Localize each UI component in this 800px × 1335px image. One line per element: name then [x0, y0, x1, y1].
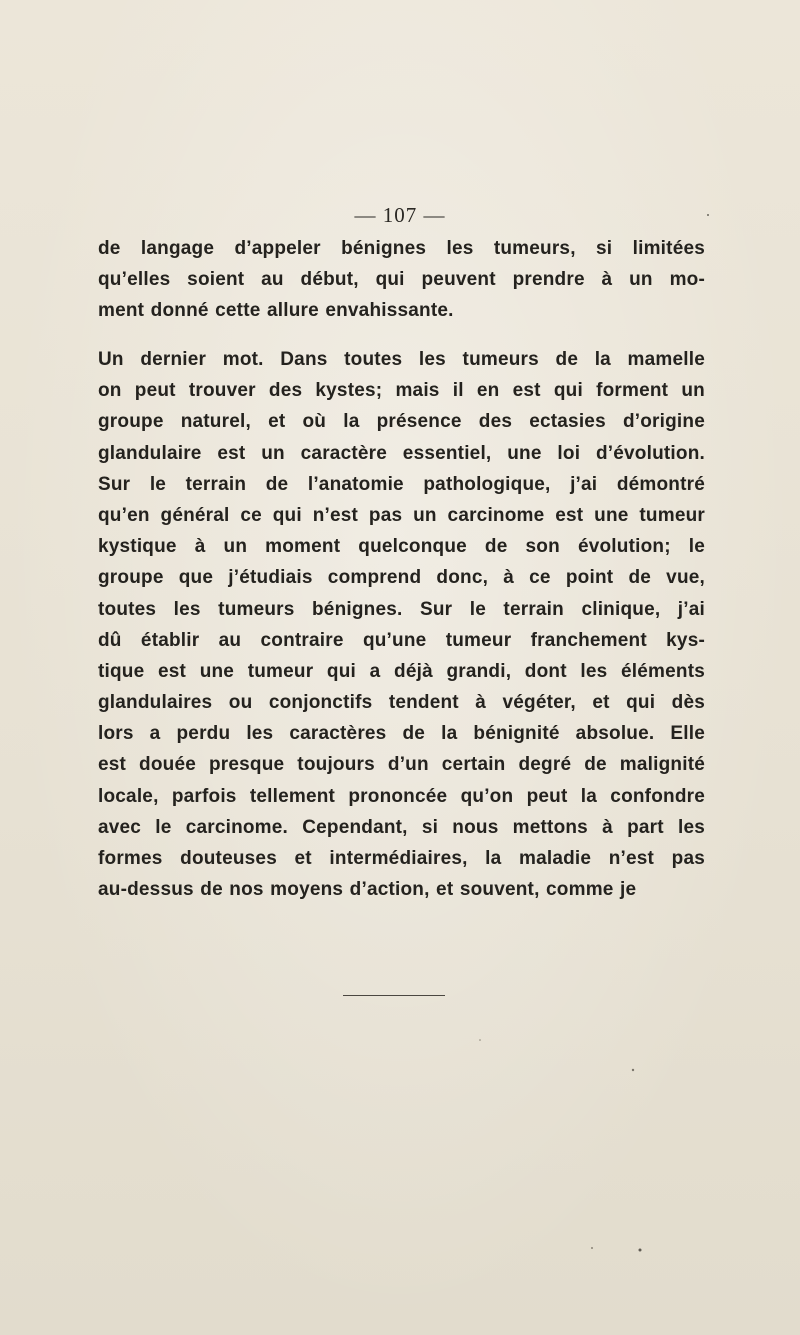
text-line: qu’en général ce qui n’est pas un carcinome est une tumeur	[98, 504, 705, 526]
text-line: kystique à un moment quelconque de son évolution; le	[98, 536, 705, 558]
text-line: tique est une tumeur qui a déjà grandi, dont les éléments	[98, 660, 705, 682]
text-line: de langage d’appeler bénignes les tumeurs, si limitées	[98, 238, 705, 259]
end-rule	[343, 995, 445, 996]
text-line: groupe que j’étudiais comprend donc, à ce point de vue,	[98, 567, 705, 589]
text-line: avec le carcinome. Cependant, si nous mettons à part les	[98, 816, 705, 838]
text-line: qu’elles soient au début, qui peuvent prendre à un mo-	[98, 269, 705, 291]
text-line: groupe naturel, et où la présence des ectasies d’origine	[98, 411, 705, 433]
text-line: est douée presque toujours d’un certain degré de malignité	[98, 754, 705, 776]
page-number: — 107 —	[354, 203, 446, 227]
text-line: on peut trouver des kystes; mais il en est qui forment un	[98, 380, 705, 402]
paragraph-2	[98, 344, 705, 905]
text-line: au-dessus de nos moyens d’action, et souvent, comme je	[98, 879, 637, 901]
text-line: locale, parfois tellement prononcée qu’on peut la confondre	[98, 785, 705, 807]
paragraph-1	[98, 233, 705, 327]
text-line: Un dernier mot. Dans toutes les tumeurs de la mamelle	[98, 349, 705, 370]
text-line: formes douteuses et intermédiaires, la maladie n’est pas	[98, 848, 705, 869]
text-line: Sur le terrain de l’anatomie pathologique, j’ai démontré	[98, 473, 705, 495]
text-line: dû établir au contraire qu’une tumeur franchement kys-	[98, 629, 705, 651]
text-line: glandulaires ou conjonctifs tendent à végéter, et qui dès	[98, 692, 705, 714]
text-line: glandulaire est un caractère essentiel, une loi d’évolution.	[98, 442, 705, 464]
text-line: ment donné cette allure envahissante.	[98, 300, 454, 322]
text-line: toutes les tumeurs bénignes. Sur le terrain clinique, j’ai	[98, 598, 705, 620]
text-line: lors a perdu les caractères de la bénignité absolue. Elle	[98, 723, 705, 745]
